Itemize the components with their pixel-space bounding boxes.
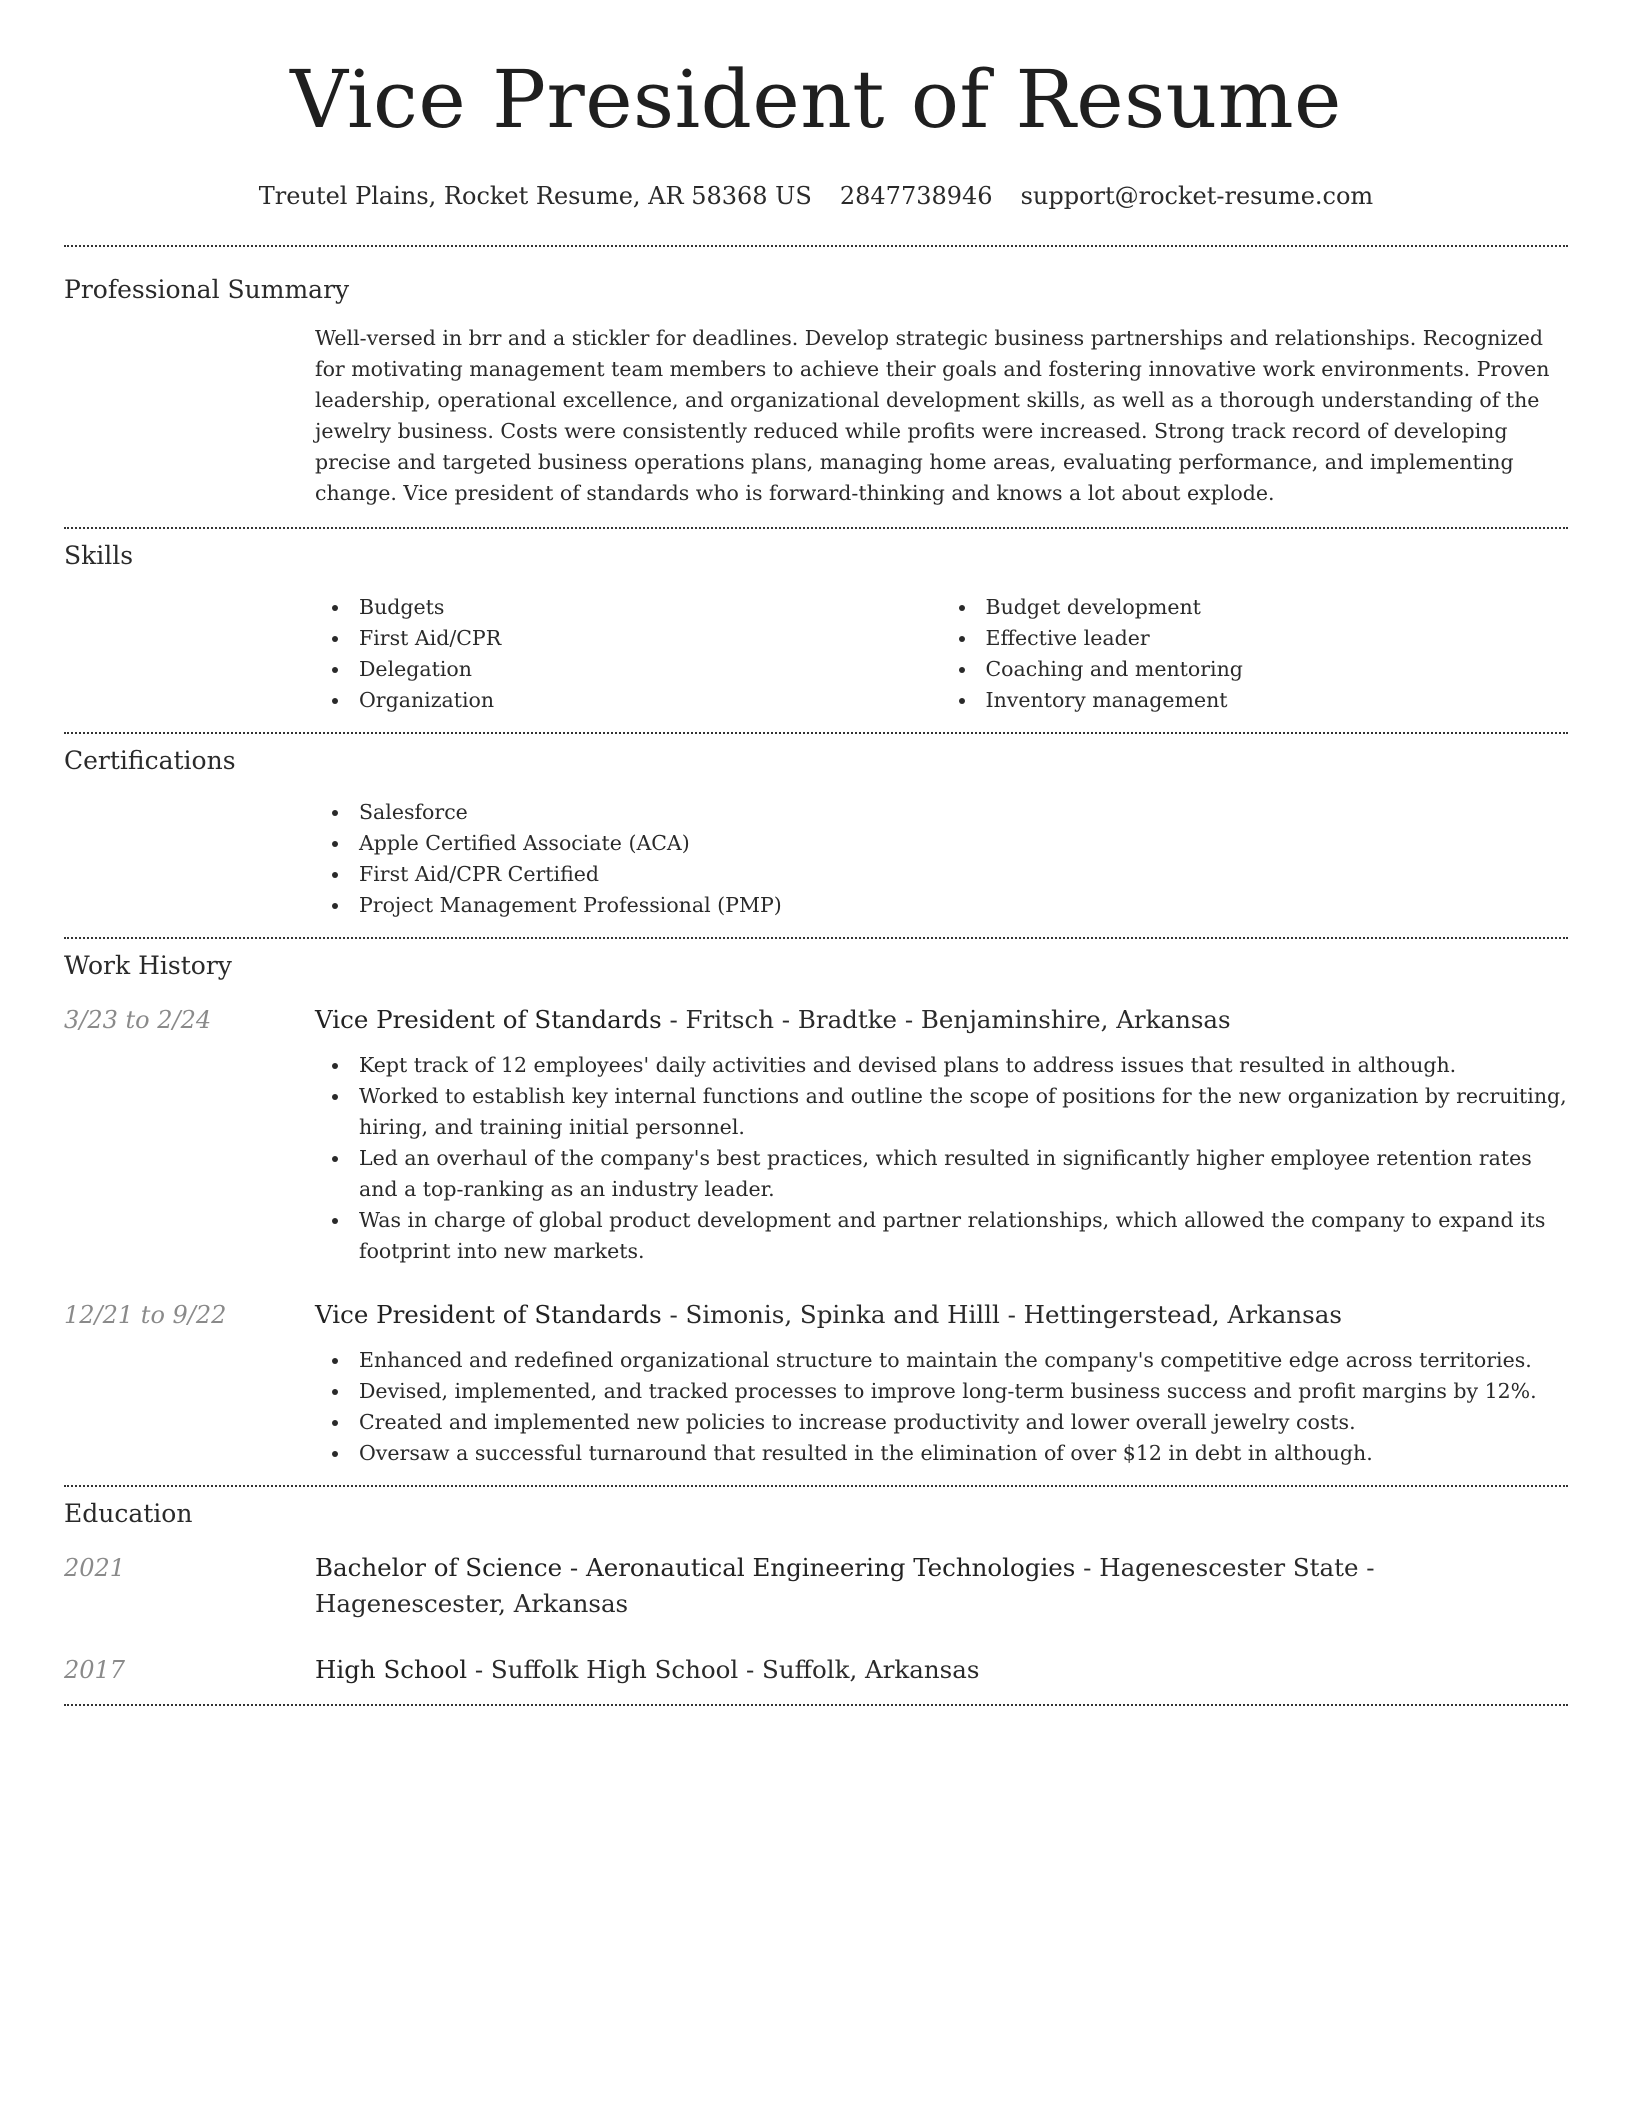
contact-line — [64, 180, 1568, 212]
skill-item: Effective leader — [986, 623, 1569, 654]
education-entry — [64, 1652, 1568, 1688]
education-degree: High School — [315, 1655, 468, 1684]
skill-item: Delegation — [359, 654, 942, 685]
job-bullet: Worked to establish key internal functions and outline the scope of positions for the new organization by recruiting, hiring, and training initial personnel. — [359, 1081, 1568, 1143]
education-heading — [315, 1550, 1568, 1622]
education-degree: Bachelor of Science - Aeronautical Engineering Technologies — [315, 1553, 1076, 1582]
job-bullet: Enhanced and redefined organizational structure to maintain the company's competitive edge across territories. — [359, 1345, 1568, 1376]
contact-address: Treutel Plains, Rocket Resume, AR 58368 US — [258, 182, 812, 210]
skill-item: Budgets — [359, 592, 942, 623]
summary-section — [64, 247, 1568, 527]
education-year: 2021 — [64, 1554, 126, 1582]
job-bullet: Kept track of 12 employees' daily activities and devised plans to address issues that resulted in although. — [359, 1050, 1568, 1081]
job-details: - Simonis, Spinka and Hilll - Hettingerstead, Arkansas — [661, 1300, 1342, 1329]
job-role: Vice President of Standards — [315, 1300, 662, 1329]
certifications-list — [315, 797, 1568, 921]
skill-item: Coaching and mentoring — [986, 654, 1569, 685]
resume-name: Vice President of Resume — [290, 53, 1342, 146]
certification-item: Apple Certified Associate (ACA) — [359, 828, 1568, 859]
certification-item: Project Management Professional (PMP) — [359, 890, 1568, 921]
job-bullet: Was in charge of global product development and partner relationships, which allowed the company to expand its footprint into new markets. — [359, 1205, 1568, 1267]
job-bullet: Devised, implemented, and tracked processes to improve long-term business success and profit margins by 12%. — [359, 1376, 1568, 1407]
certifications-section — [64, 734, 1568, 937]
summary-text: Well-versed in brr and a stickler for deadlines. Develop strategic business partnerships and relationships. Recognized for motivating management team members to achieve their goals and fostering innovative work environments. Proven leadership, operational excellence, and organizational development skills, as well as a thorough understanding of the jewelry business. Costs were consistently reduced while profits were increased. Strong track record of developing precise and targeted business operations plans, managing home areas, evaluating performance, and implementing change. Vice president of standards who is forward-thinking and knows a lot about explode. — [315, 326, 1550, 505]
education-section — [64, 1487, 1568, 1704]
skill-item: Inventory management — [986, 685, 1569, 716]
education-entry — [64, 1550, 1568, 1622]
summary-title: Professional Summary — [64, 275, 350, 304]
job-bullets — [315, 1050, 1568, 1267]
skill-item: Budget development — [986, 592, 1569, 623]
skill-item: Organization — [359, 685, 942, 716]
certification-item: First Aid/CPR Certified — [359, 859, 1568, 890]
job-dates: 3/23 to 2/24 — [64, 1006, 212, 1034]
education-details: - Suffolk High School - Suffolk, Arkansas — [467, 1655, 980, 1684]
work-history-title: Work History — [64, 951, 232, 980]
skills-list-right — [942, 592, 1569, 716]
job-heading — [315, 1002, 1568, 1038]
skills-section — [64, 529, 1568, 732]
job-bullet: Led an overhaul of the company's best practices, which resulted in significantly higher employee retention rates and a top-ranking as an industry leader. — [359, 1143, 1568, 1205]
skills-title: Skills — [64, 541, 134, 570]
education-details: - Hagenescester State - Hagenescester, Arkansas — [315, 1553, 1375, 1618]
job-entry — [64, 1002, 1568, 1267]
job-dates: 12/21 to 9/22 — [64, 1301, 227, 1329]
skill-item: First Aid/CPR — [359, 623, 942, 654]
education-title: Education — [64, 1499, 193, 1528]
work-history-section — [64, 939, 1568, 1485]
job-bullet: Created and implemented new policies to increase productivity and lower overall jewelry costs. — [359, 1407, 1568, 1438]
section-divider — [64, 1704, 1568, 1706]
skills-list-left — [315, 592, 942, 716]
job-entry — [64, 1297, 1568, 1469]
education-year: 2017 — [64, 1656, 126, 1684]
certification-item: Salesforce — [359, 797, 1568, 828]
contact-email: support@rocket-resume.com — [1020, 182, 1374, 210]
contact-phone: 2847738946 — [839, 182, 993, 210]
job-bullets — [315, 1345, 1568, 1469]
job-bullet: Oversaw a successful turnaround that resulted in the elimination of over $12 in debt in although. — [359, 1438, 1568, 1469]
job-details: - Fritsch - Bradtke - Benjaminshire, Arkansas — [661, 1005, 1231, 1034]
education-heading — [315, 1652, 1568, 1688]
job-role: Vice President of Standards — [315, 1005, 662, 1034]
job-heading — [315, 1297, 1568, 1333]
certifications-title: Certifications — [64, 746, 236, 775]
